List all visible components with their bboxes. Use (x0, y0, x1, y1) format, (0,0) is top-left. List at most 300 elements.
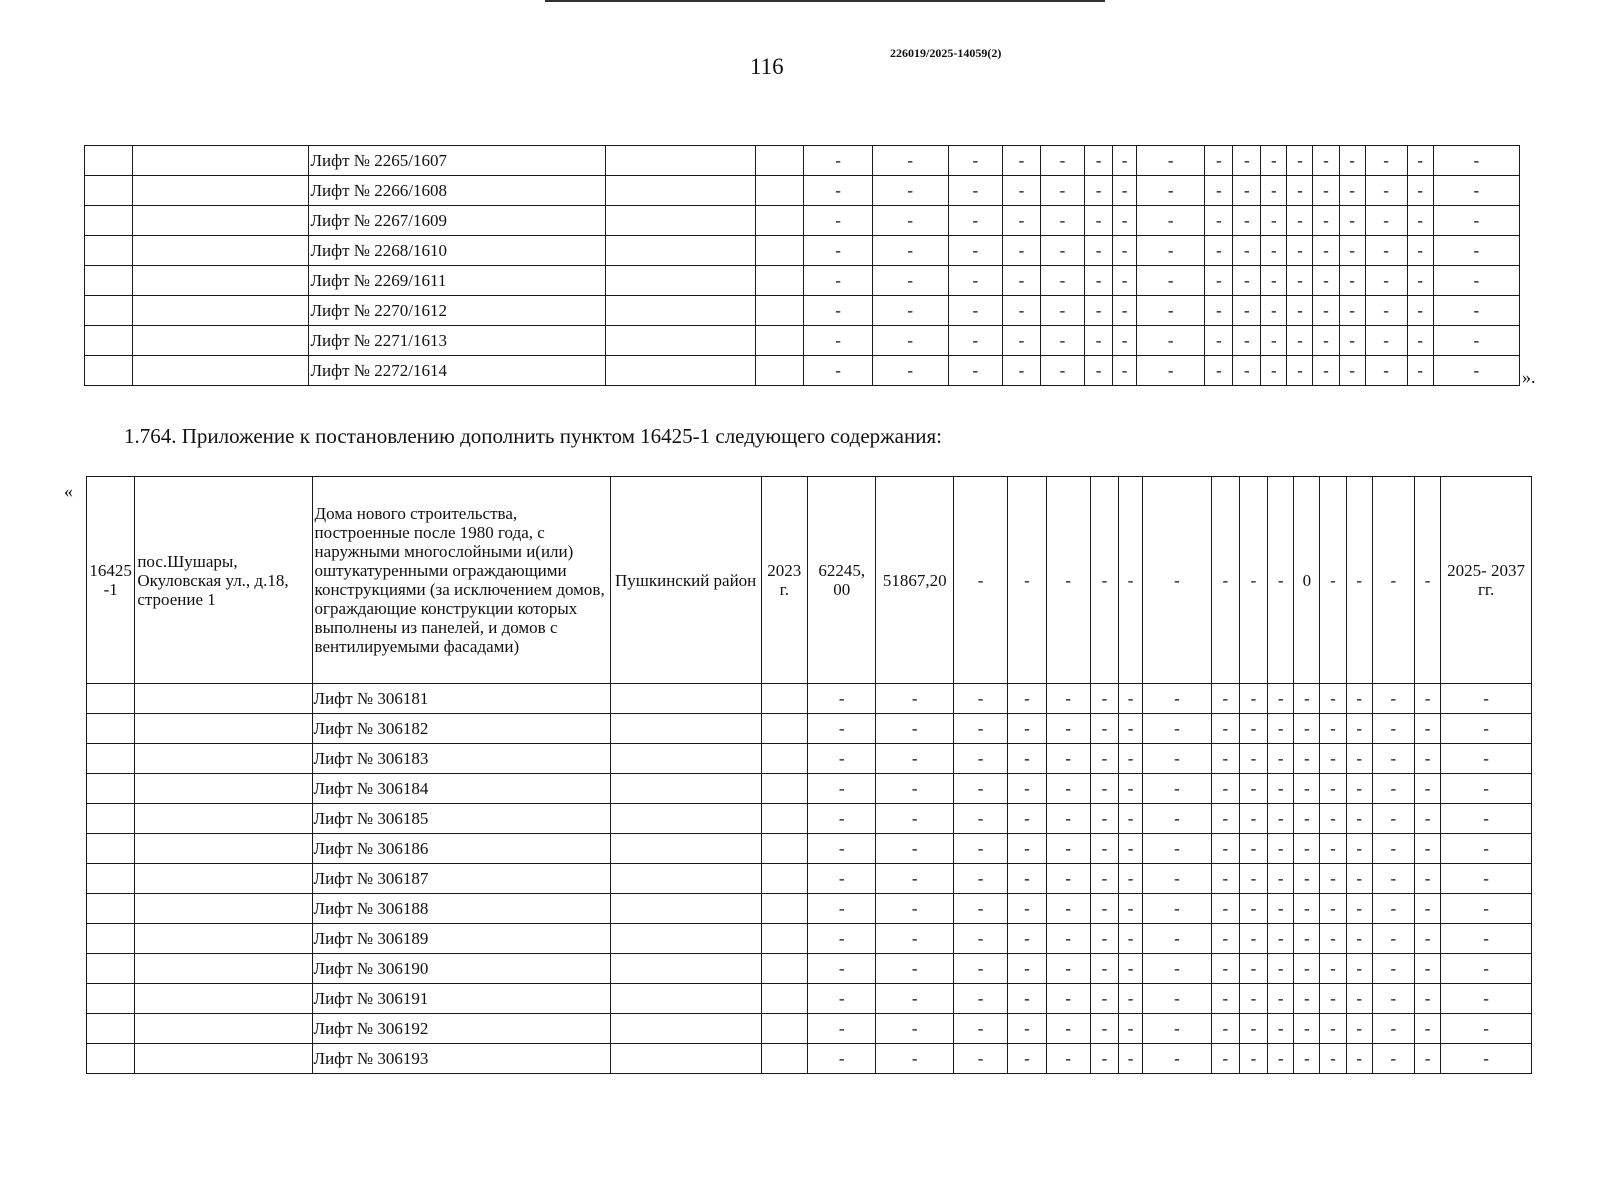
dash-cell: - (1119, 834, 1143, 864)
dash-cell: - (1287, 326, 1313, 356)
dash-cell: - (1294, 714, 1320, 744)
dash-cell: - (1339, 176, 1365, 206)
dash-cell: - (1407, 326, 1433, 356)
dash-cell: - (1433, 176, 1519, 206)
dash-cell: - (1137, 296, 1205, 326)
dash-cell: - (1239, 894, 1267, 924)
dash-cell: - (1008, 744, 1046, 774)
dash-cell: - (1002, 236, 1040, 266)
table-row (85, 176, 1520, 206)
dash-cell: - (1372, 774, 1414, 804)
dash-cell: - (876, 984, 954, 1014)
dash-cell: - (804, 326, 872, 356)
dash-cell: - (1119, 714, 1143, 744)
table-row (87, 924, 1532, 954)
dash-cell: - (1040, 146, 1084, 176)
dash-cell: - (1372, 864, 1414, 894)
dash-cell: - (1268, 984, 1294, 1014)
dash-cell: - (876, 684, 954, 714)
dash-cell: - (1415, 834, 1441, 864)
dash-cell: - (1407, 206, 1433, 236)
dash-cell: - (1090, 714, 1118, 744)
dash-cell: - (804, 236, 872, 266)
dash-cell: - (1002, 206, 1040, 236)
dash-cell: - (1085, 176, 1113, 206)
dash-cell: - (1287, 236, 1313, 266)
table-header-row (87, 477, 1532, 684)
dash-cell: - (1320, 714, 1346, 744)
empty-cell (85, 206, 133, 236)
empty-cell (133, 176, 309, 206)
empty-cell (135, 834, 312, 864)
dash-cell: - (1233, 296, 1261, 326)
dash-cell: - (1090, 1014, 1118, 1044)
dash-cell: - (1268, 684, 1294, 714)
dash-cell: - (1346, 924, 1372, 954)
dash-cell: - (1090, 954, 1118, 984)
dash-cell: - (1268, 804, 1294, 834)
elevator-name: Лифт № 306186 (312, 834, 610, 864)
dash-cell: - (1090, 834, 1118, 864)
dash-cell: - (1119, 864, 1143, 894)
dash-cell: - (804, 266, 872, 296)
dash-cell: - (1313, 176, 1339, 206)
cost: 62245, 00 (807, 477, 875, 684)
dash-cell: - (953, 744, 1007, 774)
dash-cell: - (1119, 1014, 1143, 1044)
dash-cell: - (1137, 176, 1205, 206)
dash-cell: - (1040, 206, 1084, 236)
dash-cell: - (876, 804, 954, 834)
dash-cell: - (1137, 356, 1205, 386)
empty-cell (606, 206, 756, 236)
dash-cell: - (1090, 1044, 1118, 1074)
dash-cell: - (1119, 924, 1143, 954)
dash-cell: - (1407, 176, 1433, 206)
dash-cell: - (1008, 894, 1046, 924)
dash-cell: - (1119, 684, 1143, 714)
dash-cell: - (1233, 146, 1261, 176)
dash-cell: - (1143, 684, 1211, 714)
dash-cell: - (807, 864, 875, 894)
empty-cell (87, 1014, 135, 1044)
table-row (85, 146, 1520, 176)
dash-cell: - (1268, 1044, 1294, 1074)
empty-cell (610, 744, 761, 774)
dash-cell: - (1415, 714, 1441, 744)
dash-cell: - (1313, 236, 1339, 266)
dash-cell: - (1320, 804, 1346, 834)
dash-cell: - (1239, 714, 1267, 744)
dash-cell: - (1313, 146, 1339, 176)
dash-cell: - (1137, 146, 1205, 176)
dash-cell: - (1320, 864, 1346, 894)
dash-cell: - (1320, 477, 1346, 684)
dash-cell: - (1205, 266, 1233, 296)
dash-cell: - (1294, 864, 1320, 894)
elevator-name: Лифт № 306189 (312, 924, 610, 954)
dash-cell: - (1239, 477, 1267, 684)
empty-cell (87, 834, 135, 864)
dash-cell: - (1294, 774, 1320, 804)
dash-cell: - (807, 774, 875, 804)
dash-cell: - (1320, 954, 1346, 984)
dash-cell: - (1046, 954, 1090, 984)
dash-cell: - (1040, 266, 1084, 296)
dash-cell: - (1211, 894, 1239, 924)
dash-cell: - (1090, 894, 1118, 924)
dash-cell: - (1211, 1014, 1239, 1044)
dash-cell: - (1239, 954, 1267, 984)
dash-cell: - (1287, 206, 1313, 236)
table-row (87, 804, 1532, 834)
empty-cell (133, 206, 309, 236)
empty-cell (135, 1014, 312, 1044)
dash-cell: - (1441, 1044, 1532, 1074)
dash-cell: - (1346, 744, 1372, 774)
dash-cell: - (1294, 804, 1320, 834)
dash-cell: - (1008, 1014, 1046, 1044)
opening-quote: « (64, 481, 73, 501)
dash-cell: - (1372, 1014, 1414, 1044)
elevator-name: Лифт № 306185 (312, 804, 610, 834)
empty-cell (606, 236, 756, 266)
dash-cell: - (1046, 834, 1090, 864)
empty-cell (87, 744, 135, 774)
dash-cell: - (1415, 954, 1441, 984)
dash-cell: - (804, 296, 872, 326)
dash-cell: - (1346, 774, 1372, 804)
dash-cell: - (1143, 894, 1211, 924)
dash-cell: - (1205, 146, 1233, 176)
dash-cell: - (1233, 236, 1261, 266)
period: 2025- 2037 гг. (1441, 477, 1532, 684)
dash-cell: - (1046, 864, 1090, 894)
dash-cell: - (1040, 356, 1084, 386)
dash-cell: - (1085, 296, 1113, 326)
dash-cell: - (1040, 326, 1084, 356)
dash-cell: - (1294, 834, 1320, 864)
empty-cell (610, 684, 761, 714)
table-row (87, 744, 1532, 774)
dash-cell: - (1287, 266, 1313, 296)
empty-cell (761, 924, 807, 954)
dash-cell: - (1046, 984, 1090, 1014)
empty-cell (87, 924, 135, 954)
dash-cell: - (953, 477, 1007, 684)
elevator-name: Лифт № 2268/1610 (309, 236, 606, 266)
empty-cell (610, 954, 761, 984)
empty-cell (135, 804, 312, 834)
dash-cell: - (1441, 804, 1532, 834)
dash-cell: - (807, 744, 875, 774)
dash-cell: - (876, 1014, 954, 1044)
empty-cell (610, 864, 761, 894)
empty-cell (85, 356, 133, 386)
dash-cell: - (1261, 356, 1287, 386)
dash-cell: - (872, 206, 948, 236)
dash-cell: - (1008, 924, 1046, 954)
dash-cell: - (1441, 774, 1532, 804)
dash-cell: - (1287, 146, 1313, 176)
district: Пушкинский район (610, 477, 761, 684)
dash-cell: - (1040, 176, 1084, 206)
dash-cell: - (1346, 1044, 1372, 1074)
dash-cell: - (1211, 744, 1239, 774)
scan-edge-line (545, 0, 1105, 2)
dash-cell: - (1090, 774, 1118, 804)
dash-cell: - (1143, 714, 1211, 744)
dash-cell: - (876, 894, 954, 924)
closing-quote: ». (1522, 367, 1536, 387)
dash-cell: - (1205, 236, 1233, 266)
dash-cell: - (1143, 774, 1211, 804)
dash-cell: - (1046, 1014, 1090, 1044)
dash-cell: - (807, 984, 875, 1014)
dash-cell: - (1261, 326, 1287, 356)
dash-cell: - (1294, 894, 1320, 924)
dash-cell: - (1346, 894, 1372, 924)
dash-cell: - (1320, 984, 1346, 1014)
dash-cell: - (876, 954, 954, 984)
dash-cell: - (1433, 146, 1519, 176)
dash-cell: - (1372, 804, 1414, 834)
elevator-name: Лифт № 306191 (312, 984, 610, 1014)
dash-cell: - (1211, 834, 1239, 864)
dash-cell: - (807, 684, 875, 714)
dash-cell: - (1239, 984, 1267, 1014)
empty-cell (85, 326, 133, 356)
empty-cell (133, 236, 309, 266)
empty-cell (610, 924, 761, 954)
dash-cell: - (1113, 266, 1137, 296)
dash-cell: - (1211, 1044, 1239, 1074)
dash-cell: - (1372, 984, 1414, 1014)
empty-cell (85, 236, 133, 266)
dash-cell: - (1415, 774, 1441, 804)
empty-cell (606, 296, 756, 326)
table-row (85, 356, 1520, 386)
elevator-name: Лифт № 2271/1613 (309, 326, 606, 356)
dash-cell: - (1441, 714, 1532, 744)
dash-cell: - (948, 356, 1002, 386)
dash-cell: - (1205, 356, 1233, 386)
dash-cell: - (953, 894, 1007, 924)
elevator-name: Лифт № 306190 (312, 954, 610, 984)
dash-cell: - (1320, 834, 1346, 864)
dash-cell: - (1233, 176, 1261, 206)
empty-cell (761, 984, 807, 1014)
table-row (87, 1014, 1532, 1044)
dash-cell: - (953, 774, 1007, 804)
elevator-name: Лифт № 306184 (312, 774, 610, 804)
dash-cell: - (872, 326, 948, 356)
dash-cell: - (1211, 804, 1239, 834)
dash-cell: - (1205, 206, 1233, 236)
empty-cell (85, 176, 133, 206)
dash-cell: - (1372, 894, 1414, 924)
dash-cell: - (1294, 1044, 1320, 1074)
dash-cell: - (1365, 236, 1407, 266)
dash-cell: - (1239, 744, 1267, 774)
empty-cell (133, 266, 309, 296)
dash-cell: - (1143, 984, 1211, 1014)
dash-cell: - (1346, 477, 1372, 684)
dash-cell: - (1407, 146, 1433, 176)
dash-cell: - (1294, 984, 1320, 1014)
empty-cell (756, 206, 804, 236)
table-row (87, 684, 1532, 714)
dash-cell: - (1433, 296, 1519, 326)
dash-cell: - (948, 146, 1002, 176)
dash-cell: - (1415, 1044, 1441, 1074)
dash-cell: - (1294, 954, 1320, 984)
dash-cell: - (1143, 864, 1211, 894)
dash-cell: - (1046, 684, 1090, 714)
dash-cell: - (1346, 984, 1372, 1014)
dash-cell: - (1085, 326, 1113, 356)
dash-cell: - (953, 714, 1007, 744)
empty-cell (761, 1014, 807, 1044)
dash-cell: - (1407, 236, 1433, 266)
empty-cell (761, 834, 807, 864)
dash-cell: - (1433, 236, 1519, 266)
dash-cell: - (953, 804, 1007, 834)
dash-cell: - (1320, 924, 1346, 954)
dash-cell: - (1372, 684, 1414, 714)
dash-cell: - (1002, 356, 1040, 386)
dash-cell: - (1002, 296, 1040, 326)
dash-cell: - (1113, 146, 1137, 176)
dash-cell: - (1320, 774, 1346, 804)
empty-cell (135, 984, 312, 1014)
dash-cell: - (1441, 954, 1532, 984)
year: 2023 г. (761, 477, 807, 684)
dash-cell: - (1415, 864, 1441, 894)
dash-cell: - (1002, 146, 1040, 176)
dash-cell: - (1008, 774, 1046, 804)
dash-cell: - (1143, 804, 1211, 834)
dash-cell: - (807, 954, 875, 984)
dash-cell: - (1441, 684, 1532, 714)
dash-cell: - (1433, 326, 1519, 356)
empty-cell (610, 714, 761, 744)
dash-cell: - (1211, 714, 1239, 744)
empty-cell (756, 326, 804, 356)
dash-cell: - (807, 894, 875, 924)
empty-cell (133, 356, 309, 386)
empty-cell (87, 894, 135, 924)
building-type: Дома нового строительства, построенные после 1980 года, с наружными многослойными и(или) оштукатуренными ограждающими конструкциями (за исключением домов, ограждающие конструкции которых выполнены из панелей, и домов с вентилируемыми фасадами) (312, 477, 610, 684)
dash-cell: - (1346, 954, 1372, 984)
dash-cell: - (804, 206, 872, 236)
dash-cell: - (1137, 326, 1205, 356)
dash-cell: - (1441, 864, 1532, 894)
dash-cell: - (1339, 206, 1365, 236)
empty-cell (87, 804, 135, 834)
dash-cell: - (1008, 477, 1046, 684)
empty-cell (606, 176, 756, 206)
dash-cell: - (1365, 206, 1407, 236)
empty-cell (610, 1014, 761, 1044)
dash-cell: - (1261, 296, 1287, 326)
dash-cell: - (1294, 1014, 1320, 1044)
table-row (87, 864, 1532, 894)
dash-cell: - (1365, 176, 1407, 206)
table-row (85, 326, 1520, 356)
empty-cell (756, 296, 804, 326)
elevator-name: Лифт № 306182 (312, 714, 610, 744)
dash-cell: - (1113, 176, 1137, 206)
dash-cell: - (1119, 774, 1143, 804)
dash-cell: - (1211, 924, 1239, 954)
dash-cell: - (1320, 744, 1346, 774)
dash-cell: - (1320, 1014, 1346, 1044)
dash-cell: - (1339, 146, 1365, 176)
empty-cell (756, 176, 804, 206)
dash-cell: - (1046, 477, 1090, 684)
empty-cell (606, 146, 756, 176)
dash-cell: - (1119, 1044, 1143, 1074)
dash-cell: - (1119, 804, 1143, 834)
empty-cell (87, 714, 135, 744)
dash-cell: - (953, 684, 1007, 714)
dash-cell: - (1090, 924, 1118, 954)
empty-cell (135, 744, 312, 774)
elevator-name: Лифт № 306187 (312, 864, 610, 894)
dash-cell: - (1090, 804, 1118, 834)
dash-cell: - (948, 266, 1002, 296)
empty-cell (610, 834, 761, 864)
dash-cell: - (1261, 266, 1287, 296)
dash-cell: - (1313, 296, 1339, 326)
dash-cell: - (1046, 774, 1090, 804)
dash-cell: - (1415, 1014, 1441, 1044)
dash-cell: - (1239, 804, 1267, 834)
elevator-name: Лифт № 306193 (312, 1044, 610, 1074)
dash-cell: - (1320, 1044, 1346, 1074)
dash-cell: - (876, 864, 954, 894)
dash-cell: - (1415, 744, 1441, 774)
dash-cell: - (1046, 924, 1090, 954)
dash-cell: - (1113, 356, 1137, 386)
dash-cell: - (1085, 266, 1113, 296)
dash-cell: - (1365, 146, 1407, 176)
empty-cell (761, 684, 807, 714)
dash-cell: - (876, 834, 954, 864)
dash-cell: - (1365, 326, 1407, 356)
dash-cell: - (948, 326, 1002, 356)
dash-cell: - (1119, 954, 1143, 984)
dash-cell: - (1090, 477, 1118, 684)
empty-cell (610, 984, 761, 1014)
empty-cell (87, 954, 135, 984)
dash-cell: - (1085, 146, 1113, 176)
dash-cell: - (1143, 477, 1211, 684)
address: пос.Шушары, Окуловская ул., д.18, строение 1 (135, 477, 312, 684)
dash-cell: - (1205, 326, 1233, 356)
dash-cell: - (1415, 984, 1441, 1014)
dash-cell: - (1287, 356, 1313, 386)
dash-cell: - (1211, 774, 1239, 804)
dash-cell: - (804, 176, 872, 206)
dash-cell: - (1233, 266, 1261, 296)
dash-cell: - (1113, 296, 1137, 326)
empty-cell (610, 894, 761, 924)
dash-cell: - (1046, 1044, 1090, 1074)
dash-cell: - (1211, 954, 1239, 984)
empty-cell (135, 894, 312, 924)
